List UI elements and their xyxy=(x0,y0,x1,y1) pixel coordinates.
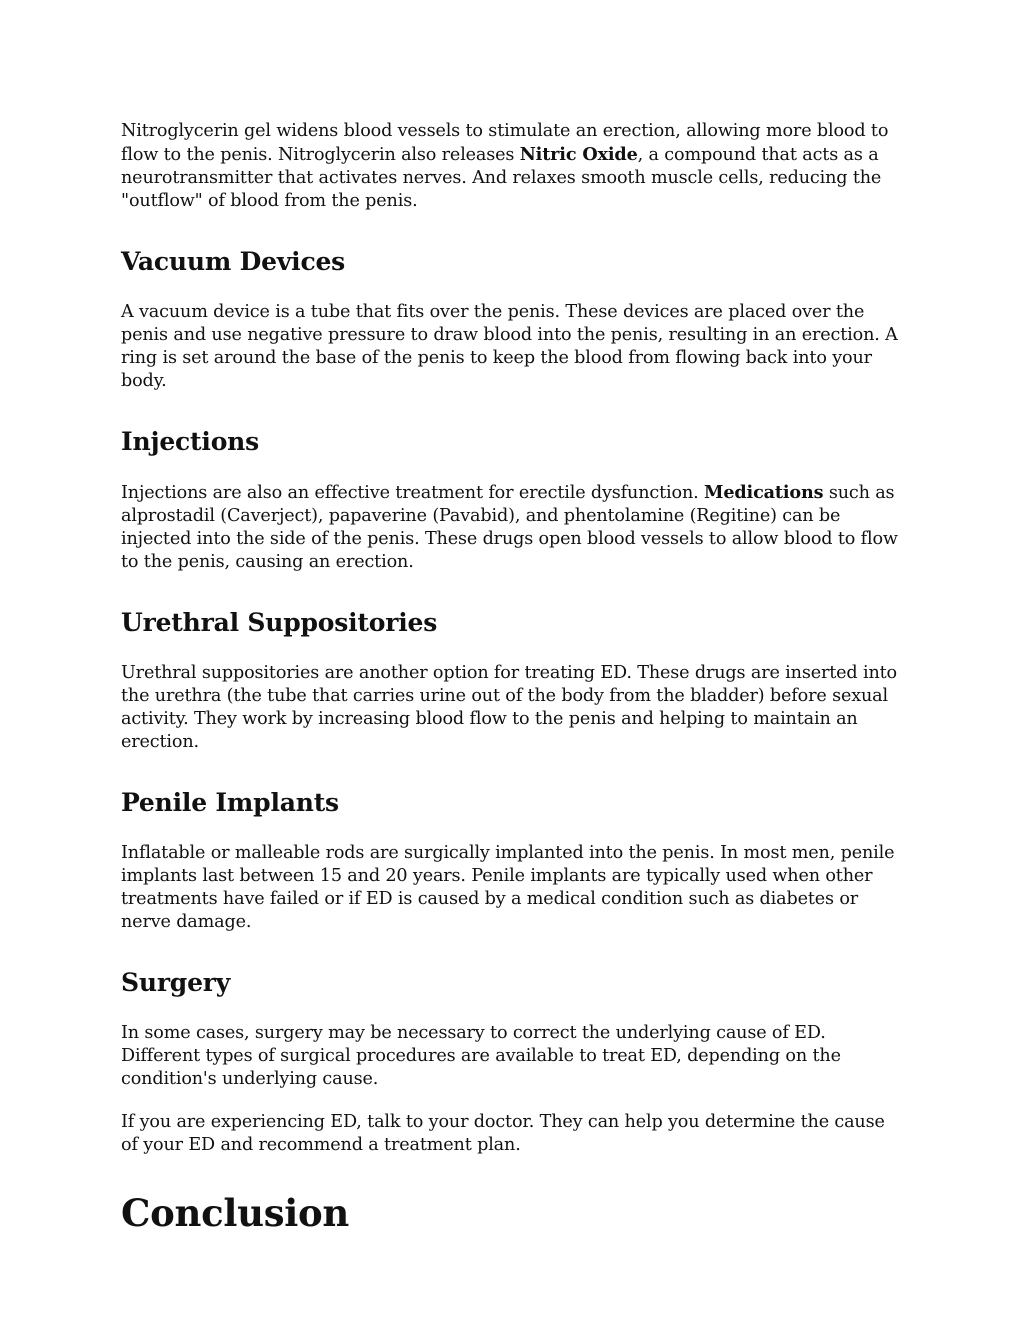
heading-vacuum-devices: Vacuum Devices xyxy=(121,247,346,276)
heading-penile-implants: Penile Implants xyxy=(121,788,339,817)
paragraph-surgery: In some cases, surgery may be necessary to correct the underlying cause of ED. Different types of surgical procedures are available to treat ED, depending on the condition's underlying cause. xyxy=(121,1023,841,1089)
paragraph-vacuum-devices: A vacuum device is a tube that fits over the penis. These devices are placed over the penis and use negative pressure to draw blood into the penis, resulting in an erection. A ring is set around the base of the penis to keep the blood from flowing back into your body. xyxy=(121,302,898,391)
injections-text-end: such as alprostadil (Caverject), papaverine (Pavabid), and phentolamine (Regitine) can be injected into the side of the penis. These drugs open blood vessels to allow blood to flow to the penis, causing an erection. xyxy=(121,483,898,572)
intro-text-start: Nitroglycerin gel widens blood vessels to stimulate an erection, allowing more blood to flow to the penis. Nitroglycerin also releases xyxy=(121,121,889,165)
heading-surgery: Surgery xyxy=(121,968,231,997)
heading-urethral-suppositories: Urethral Suppositories xyxy=(121,608,438,637)
paragraph-talk-to-doctor: If you are experiencing ED, talk to your doctor. They can help you determine the cause of your ED and recommend a treatment plan. xyxy=(121,1112,885,1155)
medications-bold: Medications xyxy=(704,482,824,503)
injections-text-start: Injections are also an effective treatment for erectile dysfunction. xyxy=(121,483,705,503)
paragraph-penile-implants: Inflatable or malleable rods are surgically implanted into the penis. In most men, penile implants last between 15 and 20 years. Penile implants are typically used when other treatments have failed or if ED is caused by a medical condition such as diabetes or nerve damage. xyxy=(121,843,895,932)
document-page xyxy=(121,120,905,1235)
paragraph-urethral-suppositories: Urethral suppositories are another option for treating ED. These drugs are inserted into the urethra (the tube that carries urine out of the body from the bladder) before sexual activity. They work by increasing blood flow to the penis and helping to maintain an erection. xyxy=(121,663,897,752)
nitric-oxide-bold: Nitric Oxide xyxy=(519,144,638,165)
intro-text-end: , a compound that acts as a neurotransmitter that activates nerves. And relaxes smooth muscle cells, reducing the "outflow" of blood from the penis. xyxy=(121,145,882,211)
paragraph-injections xyxy=(121,481,905,574)
intro-paragraph xyxy=(121,120,905,213)
heading-injections: Injections xyxy=(121,427,260,456)
heading-conclusion: Conclusion xyxy=(121,1191,349,1235)
